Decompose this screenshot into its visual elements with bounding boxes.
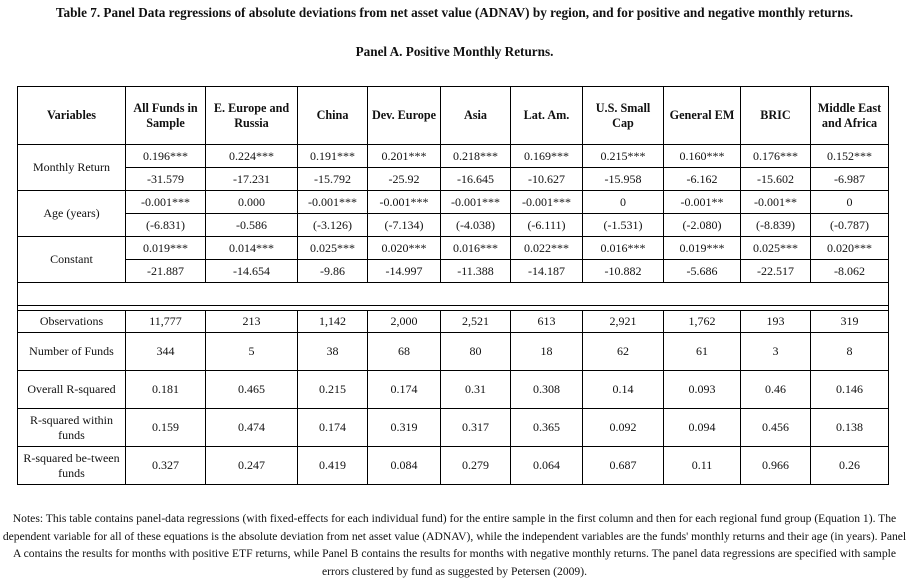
header-cell: Middle East and Africa — [811, 87, 889, 145]
spacer-cell — [18, 283, 889, 306]
stats-cell: 38 — [298, 333, 368, 371]
coefficient-row — [18, 237, 889, 260]
stats-cell: 0.11 — [664, 447, 741, 485]
stats-cell: 0.279 — [441, 447, 511, 485]
statistic-row — [18, 168, 889, 191]
coefficient-cell: 0.016*** — [441, 237, 511, 260]
stats-cell: 1,762 — [664, 311, 741, 333]
statistic-cell: (-0.787) — [811, 214, 889, 237]
statistic-cell: -9.86 — [298, 260, 368, 283]
row-label: Number of Funds — [18, 333, 126, 371]
statistic-cell: -10.882 — [583, 260, 664, 283]
statistic-row — [18, 214, 889, 237]
stats-cell: 0.474 — [206, 409, 298, 447]
row-label: Monthly Return — [18, 145, 126, 191]
header-cell: All Funds in Sample — [126, 87, 206, 145]
statistic-cell: -25.92 — [368, 168, 441, 191]
stats-cell: 2,000 — [368, 311, 441, 333]
row-label: R-squared be-tween funds — [18, 447, 126, 485]
coefficient-row — [18, 191, 889, 214]
stats-cell: 344 — [126, 333, 206, 371]
stats-cell: 0.174 — [298, 409, 368, 447]
coefficient-cell: 0.016*** — [583, 237, 664, 260]
row-label: Observations — [18, 311, 126, 333]
statistic-cell: -10.627 — [511, 168, 583, 191]
statistic-cell: -8.062 — [811, 260, 889, 283]
coefficient-cell: 0.020*** — [368, 237, 441, 260]
statistic-cell: -21.887 — [126, 260, 206, 283]
row-label: Age (years) — [18, 191, 126, 237]
stats-cell: 0.687 — [583, 447, 664, 485]
stats-cell: 613 — [511, 311, 583, 333]
row-label: Constant — [18, 237, 126, 283]
stats-cell: 0.215 — [298, 371, 368, 409]
statistic-cell: -15.958 — [583, 168, 664, 191]
coefficient-cell: 0.019*** — [664, 237, 741, 260]
coefficients-body — [18, 145, 889, 283]
stats-cell: 193 — [741, 311, 811, 333]
coefficient-cell: 0.160*** — [664, 145, 741, 168]
stats-cell: 0.319 — [368, 409, 441, 447]
statistic-cell: -31.579 — [126, 168, 206, 191]
stats-cell: 1,142 — [298, 311, 368, 333]
coefficient-cell: 0.025*** — [298, 237, 368, 260]
panel-subtitle: Panel A. Positive Monthly Returns. — [355, 44, 554, 59]
table-title: Table 7. Panel Data regressions of absolute deviations from net asset value (ADNAV) by region, and for positive and negative monthly returns. — [55, 5, 854, 20]
stats-cell: 0.092 — [583, 409, 664, 447]
stats-cell: 0.064 — [511, 447, 583, 485]
statistic-cell: -6.987 — [811, 168, 889, 191]
stats-cell: 0.46 — [741, 371, 811, 409]
stats-cell: 0.308 — [511, 371, 583, 409]
coefficient-cell: -0.001** — [664, 191, 741, 214]
stats-cell: 0.419 — [298, 447, 368, 485]
stats-cell: 0.247 — [206, 447, 298, 485]
statistic-cell: (-8.839) — [741, 214, 811, 237]
stats-cell: 0.26 — [811, 447, 889, 485]
stats-cell: 0.093 — [664, 371, 741, 409]
statistics-body — [18, 311, 889, 485]
coefficient-cell: 0.019*** — [126, 237, 206, 260]
statistic-cell: -11.388 — [441, 260, 511, 283]
coefficient-cell: 0.014*** — [206, 237, 298, 260]
statistic-cell: (-6.831) — [126, 214, 206, 237]
statistic-cell: (-6.111) — [511, 214, 583, 237]
statistic-cell: (-7.134) — [368, 214, 441, 237]
coefficient-cell: -0.001*** — [368, 191, 441, 214]
stats-cell: 0.146 — [811, 371, 889, 409]
header-cell: E. Europe and Russia — [206, 87, 298, 145]
stats-cell: 61 — [664, 333, 741, 371]
stats-cell: 0.14 — [583, 371, 664, 409]
statistic-cell: -6.162 — [664, 168, 741, 191]
statistic-cell: (-3.126) — [298, 214, 368, 237]
coefficient-cell: 0.196*** — [126, 145, 206, 168]
header-cell: U.S. Small Cap — [583, 87, 664, 145]
stats-cell: 0.31 — [441, 371, 511, 409]
statistic-cell: (-1.531) — [583, 214, 664, 237]
stats-cell: 0.317 — [441, 409, 511, 447]
stats-row — [18, 409, 889, 447]
row-label: R-squared within funds — [18, 409, 126, 447]
stats-cell: 8 — [811, 333, 889, 371]
header-cell: BRIC — [741, 87, 811, 145]
coefficient-cell: 0 — [811, 191, 889, 214]
coefficient-cell: 0 — [583, 191, 664, 214]
stats-row — [18, 371, 889, 409]
coefficient-cell: 0.169*** — [511, 145, 583, 168]
stats-cell: 0.465 — [206, 371, 298, 409]
stats-cell: 0.365 — [511, 409, 583, 447]
coefficient-cell: 0.176*** — [741, 145, 811, 168]
coefficient-cell: 0.218*** — [441, 145, 511, 168]
stats-cell: 0.159 — [126, 409, 206, 447]
stats-cell: 0.456 — [741, 409, 811, 447]
stats-cell: 213 — [206, 311, 298, 333]
coefficient-cell: -0.001** — [741, 191, 811, 214]
coefficient-cell: 0.201*** — [368, 145, 441, 168]
statistic-cell: -22.517 — [741, 260, 811, 283]
stats-row — [18, 311, 889, 333]
stats-cell: 3 — [741, 333, 811, 371]
stats-cell: 0.327 — [126, 447, 206, 485]
stats-cell: 5 — [206, 333, 298, 371]
stats-cell: 0.094 — [664, 409, 741, 447]
coefficient-cell: 0.152*** — [811, 145, 889, 168]
header-row — [18, 87, 889, 145]
stats-cell: 11,777 — [126, 311, 206, 333]
coefficient-cell: 0.224*** — [206, 145, 298, 168]
stats-row — [18, 447, 889, 485]
row-label: Overall R-squared — [18, 371, 126, 409]
coefficient-cell: -0.001*** — [298, 191, 368, 214]
stats-row — [18, 333, 889, 371]
stats-cell: 2,921 — [583, 311, 664, 333]
statistic-row — [18, 260, 889, 283]
stats-cell: 0.966 — [741, 447, 811, 485]
header-cell: Lat. Am. — [511, 87, 583, 145]
header-cell: Dev. Europe — [368, 87, 441, 145]
stats-cell: 0.138 — [811, 409, 889, 447]
spacer-body — [18, 283, 889, 311]
coefficient-cell: 0.000 — [206, 191, 298, 214]
coefficient-cell: 0.022*** — [511, 237, 583, 260]
statistic-cell: -14.654 — [206, 260, 298, 283]
stats-cell: 18 — [511, 333, 583, 371]
stats-cell: 319 — [811, 311, 889, 333]
coefficient-cell: 0.025*** — [741, 237, 811, 260]
statistic-cell: -16.645 — [441, 168, 511, 191]
statistic-cell: -14.187 — [511, 260, 583, 283]
table-header — [18, 87, 889, 145]
statistic-cell: -5.686 — [664, 260, 741, 283]
statistic-cell: -17.231 — [206, 168, 298, 191]
coefficient-cell: 0.191*** — [298, 145, 368, 168]
stats-cell: 80 — [441, 333, 511, 371]
header-cell: General EM — [664, 87, 741, 145]
coefficient-cell: 0.020*** — [811, 237, 889, 260]
coefficient-cell: 0.215*** — [583, 145, 664, 168]
header-cell: China — [298, 87, 368, 145]
statistic-cell: -15.602 — [741, 168, 811, 191]
stats-cell: 0.174 — [368, 371, 441, 409]
stats-cell: 0.084 — [368, 447, 441, 485]
stats-cell: 2,521 — [441, 311, 511, 333]
stats-cell: 68 — [368, 333, 441, 371]
regression-table — [17, 86, 889, 485]
coefficient-cell: -0.001*** — [441, 191, 511, 214]
statistic-cell: -14.997 — [368, 260, 441, 283]
coefficient-cell: -0.001*** — [511, 191, 583, 214]
statistic-cell: (-4.038) — [441, 214, 511, 237]
stats-cell: 0.181 — [126, 371, 206, 409]
spacer-row — [18, 283, 889, 306]
stats-cell: 62 — [583, 333, 664, 371]
coefficient-row — [18, 145, 889, 168]
statistic-cell: -0.586 — [206, 214, 298, 237]
statistic-cell: (-2.080) — [664, 214, 741, 237]
coefficient-cell: -0.001*** — [126, 191, 206, 214]
statistic-cell: -15.792 — [298, 168, 368, 191]
header-cell: Asia — [441, 87, 511, 145]
header-cell: Variables — [18, 87, 126, 145]
table-notes: Notes: This table contains panel-data regressions (with fixed-effects for each individual fund) for the entire sample in the first column and then for each regional fund group (Equation 1). The dependent variable for all of these equations is the absolute deviation from net asset value (ADNAV), while the independent variables are the funds' monthly returns and their age (in years). Panel A contains the results for months with positive ETF returns, while Panel B contains the results for months with negative monthly returns. The panel data regressions are specified with sample errors clustered by fund as suggested by Petersen (2009). — [2, 512, 907, 578]
